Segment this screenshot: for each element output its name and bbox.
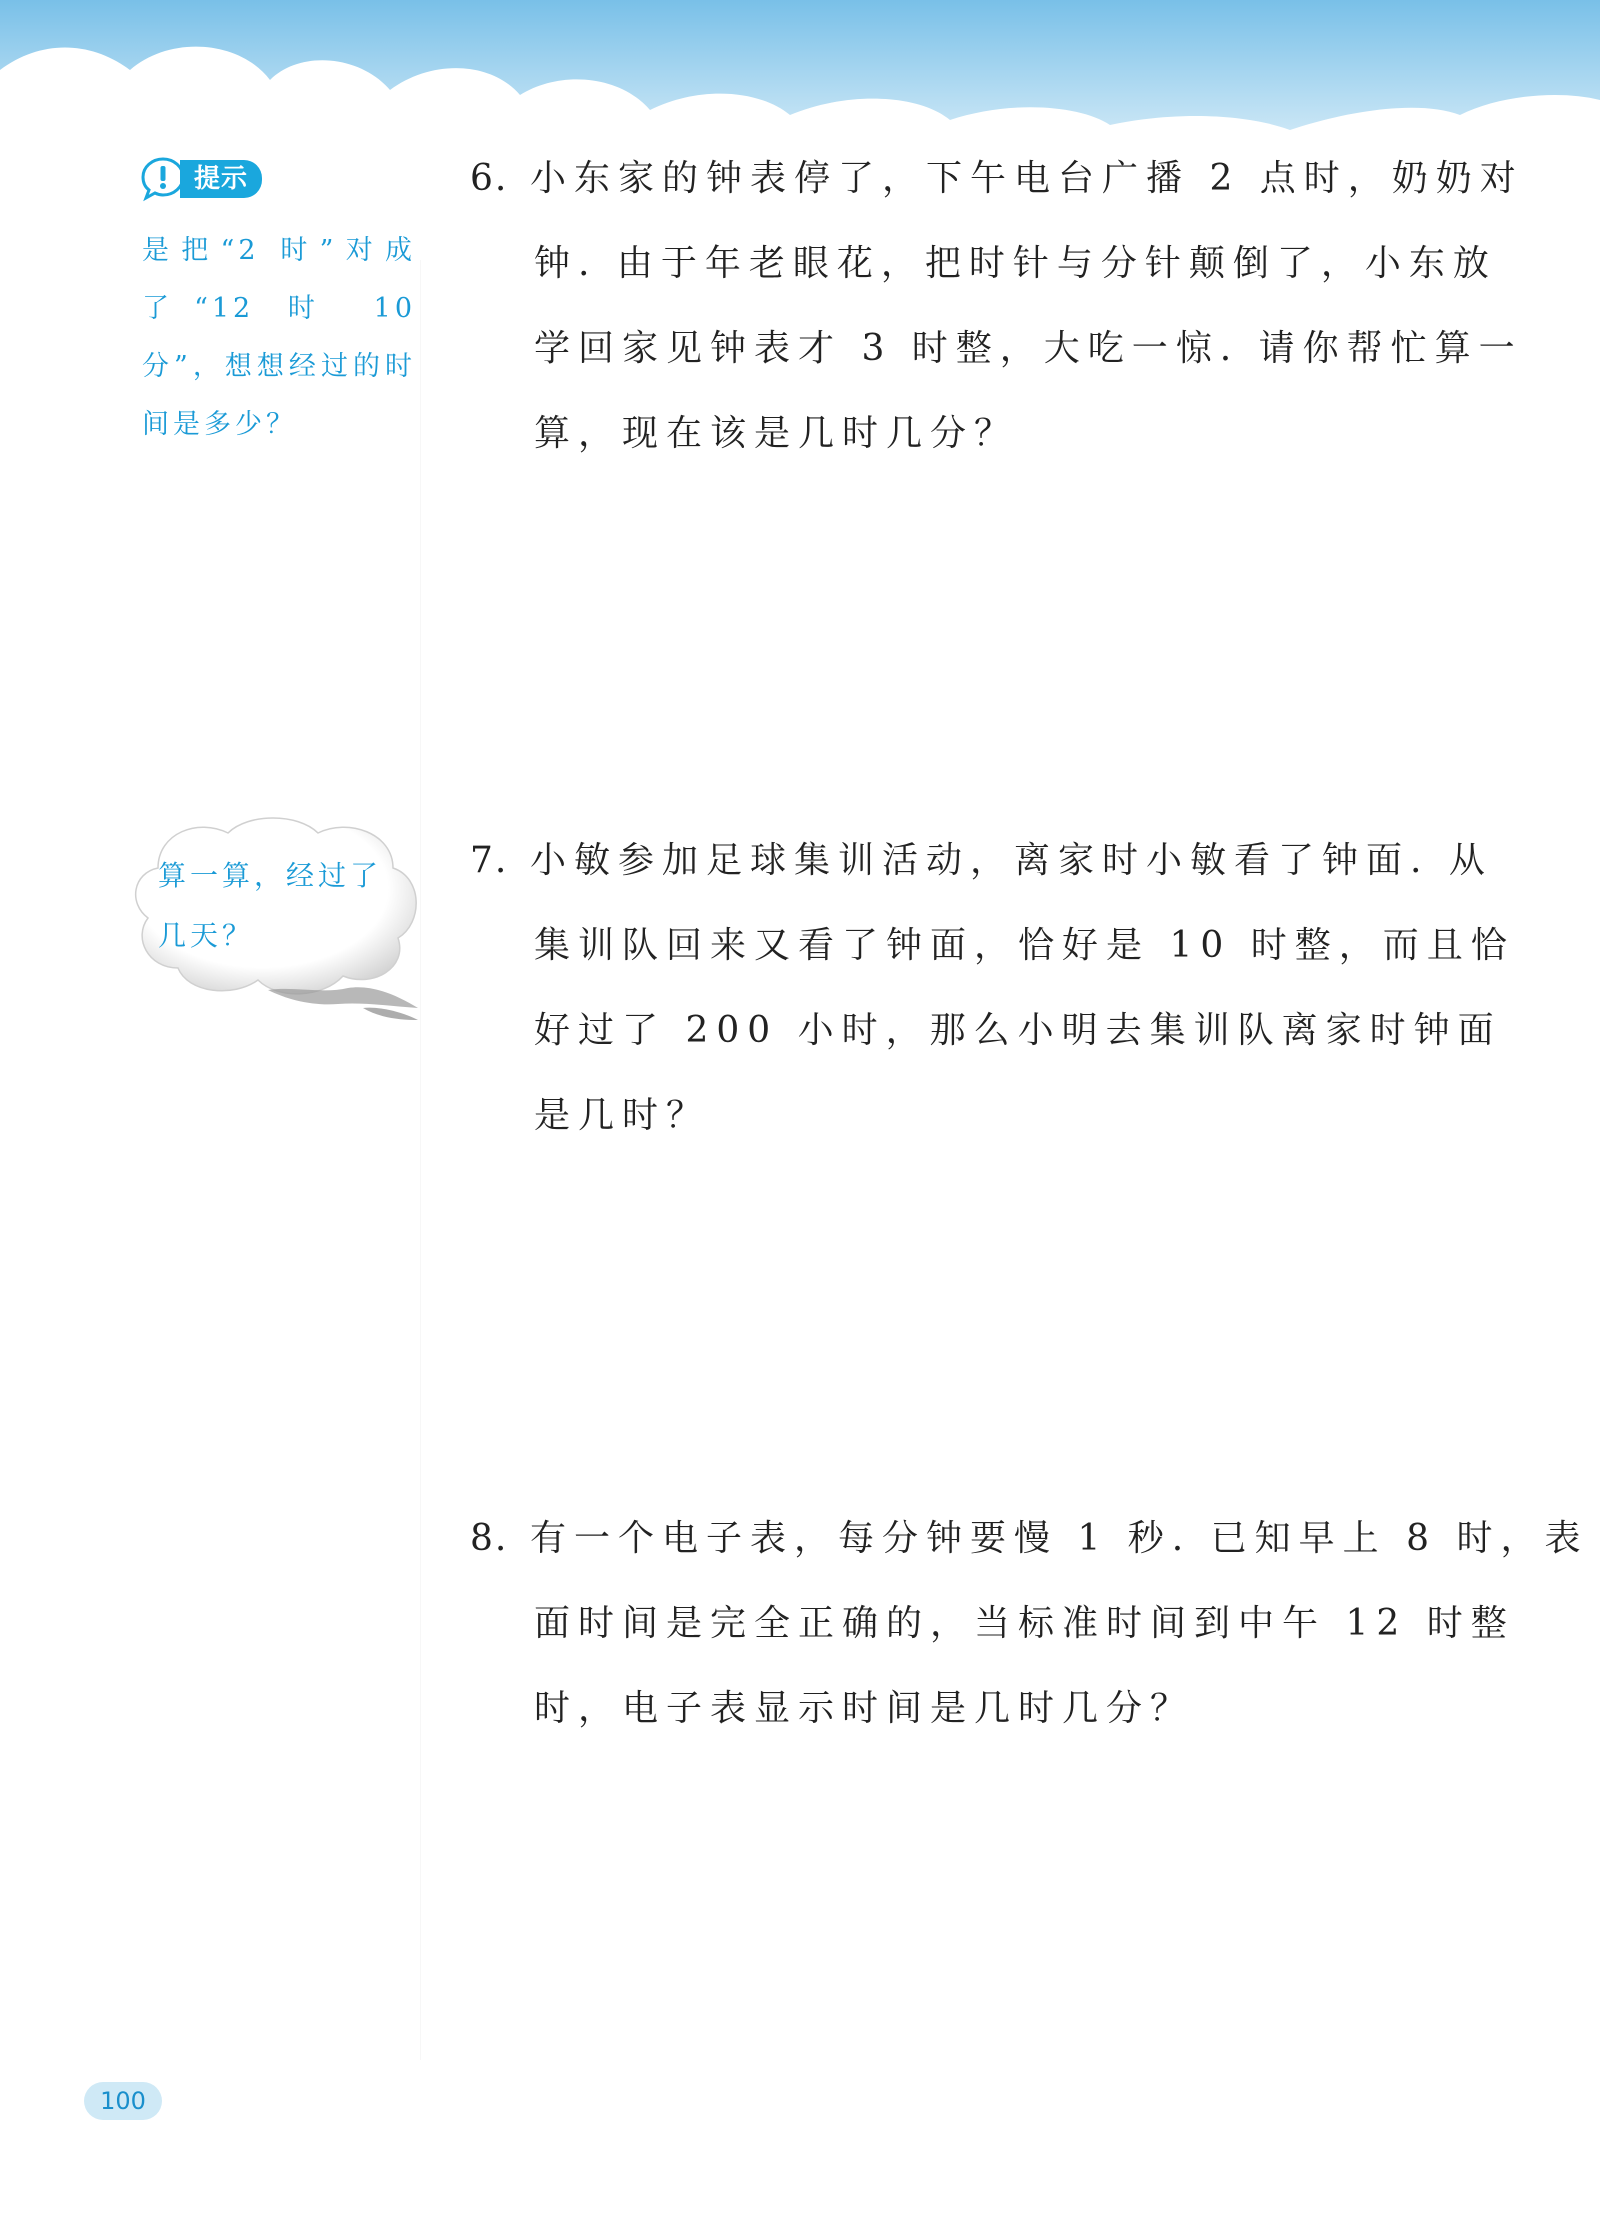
faint-scan-line [420,260,421,2060]
problem-line: 小敏参加足球集训活动，离家时小敏看了钟面. 从 [530,840,1493,881]
problem-line: 时，电子表显示时间是几时几分？ [534,1688,1195,1729]
problem-8 [470,1496,1589,1751]
problem-line: 好过了 200 小时，那么小明去集训队离家时钟面 [534,1010,1502,1051]
problem-line: 学回家见钟表才 3 时整，大吃一惊. 请你帮忙算一 [534,328,1523,369]
hint-badge-label: 提示 [180,160,262,198]
page-number: 100 [84,2082,162,2120]
problem-line: 算，现在该是几时几分？ [534,413,1019,454]
hint-badge [140,156,262,202]
problem-number: 7. [470,840,509,881]
thought-bubble-text: 算一算，经过了几天？ [158,859,383,952]
problem-number: 6. [470,158,509,199]
problem-line: 小东家的钟表停了，下午电台广播 2 点时，奶奶对 [530,158,1524,199]
hint-text: 是把“2 时”对成了“12 时 10 分”，想想经过的时间是多少？ [142,235,416,440]
problem-6 [470,136,1524,476]
cloud-header-banner [0,0,1600,150]
problem-line: 有一个电子表，每分钟要慢 1 秒. 已知早上 8 时，表 [530,1518,1589,1559]
problem-line: 集训队回来又看了钟面，恰好是 10 时整，而且恰 [534,925,1515,966]
problem-7 [470,818,1515,1158]
problem-line: 面时间是完全正确的，当标准时间到中午 12 时整 [534,1603,1515,1644]
problem-line: 钟. 由于年老眼花，把时针与分针颠倒了，小东放 [534,243,1497,284]
problem-number: 8. [470,1518,509,1559]
problem-line: 是几时？ [534,1095,711,1136]
